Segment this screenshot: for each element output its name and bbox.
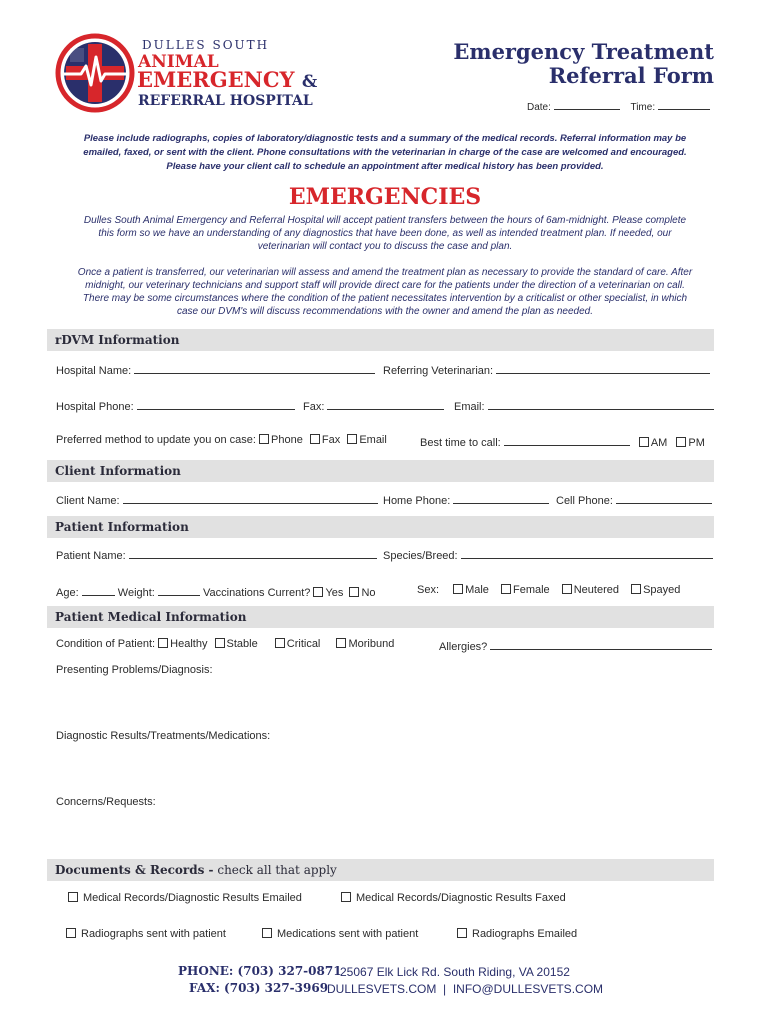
am-option-label: AM bbox=[650, 437, 668, 449]
age-weight-vacc-row bbox=[56, 584, 376, 599]
documents-header-bold: Documents & Records - bbox=[55, 863, 214, 877]
instructions bbox=[30, 132, 740, 174]
weight-field[interactable] bbox=[158, 584, 200, 596]
spayed-checkbox[interactable] bbox=[631, 584, 641, 594]
paragraph-line: veterinarian will contact you to discuss the case and plan. bbox=[257, 241, 513, 252]
paragraph-line: case our DVM's will discuss recommendations with the owner and amend the plan as needed. bbox=[176, 306, 593, 317]
patient-name-label: Patient Name: bbox=[56, 550, 126, 562]
weight-label: Weight: bbox=[117, 587, 155, 599]
cell-phone-row bbox=[556, 492, 712, 507]
logo-emblem bbox=[55, 33, 135, 113]
doc-checkbox[interactable] bbox=[457, 928, 467, 938]
male-label: Male bbox=[465, 584, 489, 596]
fax-field[interactable] bbox=[327, 398, 444, 410]
female-checkbox[interactable] bbox=[501, 584, 511, 594]
client-section-header bbox=[47, 460, 714, 482]
time-label: Time: bbox=[630, 102, 656, 113]
fax-checkbox[interactable] bbox=[310, 434, 320, 444]
paragraph-line: Dulles South Animal Emergency and Referral Hospital will accept patient transfers between the hours of 6am-midnight. Please complete bbox=[83, 215, 687, 226]
doc-checkbox[interactable] bbox=[262, 928, 272, 938]
species-field[interactable] bbox=[461, 547, 713, 559]
client-header-text: Client Information bbox=[55, 464, 181, 478]
footer-fax: FAX: (703) 327-3969 bbox=[189, 981, 329, 995]
best-time-label: Best time to call: bbox=[420, 437, 501, 449]
allergies-label: Allergies? bbox=[439, 641, 488, 653]
home-phone-label: Home Phone: bbox=[383, 495, 451, 507]
email-field[interactable] bbox=[488, 398, 714, 410]
form-title-line2: Referral Form bbox=[548, 63, 714, 88]
doc-checkbox[interactable] bbox=[68, 892, 78, 902]
cell-phone-label: Cell Phone: bbox=[556, 495, 613, 507]
medical-header-text: Patient Medical Information bbox=[55, 610, 247, 624]
sex-label: Sex: bbox=[417, 584, 440, 596]
preferred-method-row bbox=[56, 434, 387, 446]
phone-checkbox[interactable] bbox=[259, 434, 269, 444]
am-checkbox[interactable] bbox=[639, 437, 649, 447]
male-checkbox[interactable] bbox=[453, 584, 463, 594]
neutered-label: Neutered bbox=[573, 584, 619, 596]
email-option-label: Email bbox=[359, 434, 387, 446]
best-time-row bbox=[420, 434, 705, 449]
cell-phone-field[interactable] bbox=[616, 492, 712, 504]
instructions-line: Please have your client call to schedule an appointment after medical history has been provided. bbox=[166, 161, 604, 172]
brand-line2: ANIMAL bbox=[138, 52, 219, 72]
fax-label: Fax: bbox=[303, 401, 325, 413]
referring-vet-field[interactable] bbox=[496, 362, 710, 374]
instructions-line: Please include radiographs, copies of laboratory/diagnostic tests and a summary of the medical records. Referral information may be bbox=[83, 133, 687, 144]
species-label: Species/Breed: bbox=[383, 550, 458, 562]
fax-row bbox=[303, 398, 444, 413]
footer-phone: PHONE: (703) 327-0871 bbox=[178, 964, 342, 978]
condition-row bbox=[56, 638, 394, 650]
date-time-row bbox=[527, 98, 710, 113]
hospital-name-row bbox=[56, 362, 375, 377]
presenting-label: Presenting Problems/Diagnosis: bbox=[56, 664, 213, 676]
patient-name-field[interactable] bbox=[129, 547, 377, 559]
presenting-field[interactable] bbox=[56, 680, 714, 724]
email-label: Email: bbox=[454, 401, 485, 413]
client-name-row bbox=[56, 492, 378, 507]
stable-checkbox[interactable] bbox=[215, 638, 225, 648]
doc-item bbox=[457, 928, 577, 940]
spayed-label: Spayed bbox=[643, 584, 681, 596]
doc-checkbox[interactable] bbox=[341, 892, 351, 902]
vacc-yes-checkbox[interactable] bbox=[313, 587, 323, 597]
stable-label: Stable bbox=[226, 638, 258, 650]
allergies-field[interactable] bbox=[490, 638, 712, 650]
concerns-label: Concerns/Requests: bbox=[56, 796, 156, 808]
fax-option-label: Fax bbox=[321, 434, 341, 446]
paragraph-line: Once a patient is transferred, our veterinarian will assess and amend the treatment plan as necessary to provide the standard of care. After bbox=[77, 267, 693, 278]
brand-line4: REFERRAL HOSPITAL bbox=[138, 93, 313, 109]
brand-emergency: EMERGENCY bbox=[137, 67, 295, 92]
time-field[interactable] bbox=[658, 98, 710, 110]
vacc-no-checkbox[interactable] bbox=[349, 587, 359, 597]
pm-checkbox[interactable] bbox=[676, 437, 686, 447]
neutered-checkbox[interactable] bbox=[562, 584, 572, 594]
moribund-label: Moribund bbox=[348, 638, 395, 650]
doc-item-label: Medications sent with patient bbox=[277, 928, 419, 940]
hospital-phone-row bbox=[56, 398, 295, 413]
medical-section-header bbox=[47, 606, 714, 628]
instructions-line: emailed, faxed, or sent with the client. Phone consultations with the veterinarian in charge of the case are welcomed and encouraged. bbox=[83, 147, 687, 158]
diagnostic-field[interactable] bbox=[56, 746, 714, 790]
doc-item-label: Medical Records/Diagnostic Results Emailed bbox=[83, 892, 302, 904]
phone-option-label: Phone bbox=[271, 434, 303, 446]
age-field[interactable] bbox=[82, 584, 115, 596]
healthy-label: Healthy bbox=[170, 638, 208, 650]
client-name-field[interactable] bbox=[123, 492, 378, 504]
hospital-name-label: Hospital Name: bbox=[56, 365, 132, 377]
hospital-phone-field[interactable] bbox=[137, 398, 295, 410]
patient-header-text: Patient Information bbox=[55, 520, 189, 534]
concerns-field[interactable] bbox=[56, 812, 714, 856]
doc-item-label: Radiographs sent with patient bbox=[81, 928, 226, 940]
vacc-yes-label: Yes bbox=[325, 587, 344, 599]
patient-name-row bbox=[56, 547, 377, 562]
documents-section-header bbox=[47, 859, 714, 881]
client-name-label: Client Name: bbox=[56, 495, 120, 507]
diagnostic-label: Diagnostic Results/Treatments/Medications: bbox=[56, 730, 271, 742]
emergencies-paragraph-2 bbox=[40, 266, 730, 318]
footer-address: 25067 Elk Lick Rd. South Riding, VA 20152 bbox=[340, 965, 570, 979]
doc-item-label: Radiographs Emailed bbox=[472, 928, 578, 940]
brand-line3 bbox=[137, 67, 317, 92]
doc-checkbox[interactable] bbox=[66, 928, 76, 938]
vacc-no-label: No bbox=[361, 587, 376, 599]
doc-item bbox=[68, 892, 302, 904]
paragraph-line: There may be some circumstances where the condition of the patient necessitates intervention by a criticalist or other specialist, in which bbox=[82, 293, 688, 304]
home-phone-row bbox=[383, 492, 549, 507]
doc-item-label: Medical Records/Diagnostic Results Faxed bbox=[356, 892, 566, 904]
hospital-logo bbox=[55, 33, 135, 113]
email-row bbox=[454, 398, 714, 413]
moribund-checkbox[interactable] bbox=[336, 638, 346, 648]
form-title bbox=[453, 40, 714, 88]
doc-item bbox=[262, 928, 418, 940]
paragraph-line: midnight, our veterinary technicians and support staff will provide direct care for the patients under the direction of a veterinarian on call. bbox=[85, 280, 685, 291]
paragraph-line: this form so we have an understanding of any diagnostics that have been done, as well as intended treatment plan. If needed, our bbox=[98, 228, 672, 239]
documents-header-text bbox=[55, 863, 337, 877]
emergencies-paragraph-1 bbox=[40, 214, 730, 253]
emergencies-heading: EMERGENCIES bbox=[288, 184, 482, 210]
brand-amp: & bbox=[301, 72, 318, 92]
referring-vet-row bbox=[383, 362, 710, 377]
species-row bbox=[383, 547, 713, 562]
age-label: Age: bbox=[56, 587, 79, 599]
critical-label: Critical bbox=[286, 638, 321, 650]
footer-web-email: DULLESVETS.COM | INFO@DULLESVETS.COM bbox=[327, 982, 604, 996]
home-phone-field[interactable] bbox=[453, 492, 549, 504]
rdvm-section-header bbox=[47, 329, 714, 351]
best-time-field[interactable] bbox=[504, 434, 630, 446]
pm-option-label: PM bbox=[688, 437, 705, 449]
healthy-checkbox[interactable] bbox=[158, 638, 168, 648]
condition-label: Condition of Patient: bbox=[56, 638, 156, 650]
female-label: Female bbox=[512, 584, 550, 596]
patient-section-header bbox=[47, 516, 714, 538]
vaccinations-label: Vaccinations Current? bbox=[202, 587, 311, 599]
sex-row bbox=[417, 584, 680, 596]
email-checkbox[interactable] bbox=[347, 434, 357, 444]
referring-vet-label: Referring Veterinarian: bbox=[383, 365, 494, 377]
rdvm-header-text: rDVM Information bbox=[55, 333, 180, 347]
doc-item bbox=[66, 928, 226, 940]
preferred-method-label: Preferred method to update you on case: bbox=[56, 434, 256, 446]
hospital-name-field[interactable] bbox=[134, 362, 375, 374]
allergies-row bbox=[439, 638, 712, 653]
brand-line1: DULLES SOUTH bbox=[142, 38, 270, 52]
hospital-phone-label: Hospital Phone: bbox=[56, 401, 134, 413]
date-label: Date: bbox=[527, 102, 551, 113]
critical-checkbox[interactable] bbox=[275, 638, 285, 648]
date-field[interactable] bbox=[554, 98, 620, 110]
doc-item bbox=[341, 892, 566, 904]
documents-header-rest: check all that apply bbox=[213, 863, 337, 877]
form-title-line1: Emergency Treatment bbox=[453, 39, 714, 64]
